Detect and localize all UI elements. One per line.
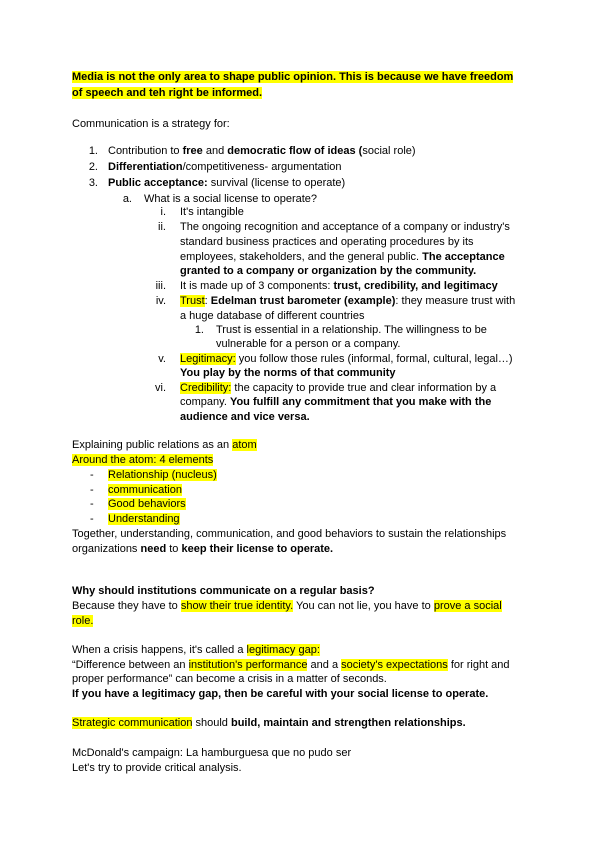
list-item-2: Differentiation/competitiveness- argumentation [108, 161, 342, 173]
intro-line-1: Media is not the only area to shape public opinion. This is because we have freedom [72, 71, 514, 83]
list-number: 3. [88, 177, 98, 189]
communication-heading: Communication is a strategy for: [72, 118, 230, 130]
intro-line-2: of speech and teh right be informed. [72, 87, 263, 99]
list-item-1: Contribution to free and democratic flow of ideas (social role) [108, 145, 416, 157]
atom-elements-heading: Around the atom: 4 elements [72, 454, 214, 466]
list-item-a: What is a social license to operate? [144, 193, 318, 205]
bullet-dash: - [90, 484, 94, 496]
atom-item-1: Relationship (nucleus) [108, 469, 217, 481]
roman-item-6-line-3: audience and vice versa. [180, 411, 310, 423]
list-item-3: Public acceptance: survival (license to operate) [108, 177, 346, 189]
crisis-line-4: If you have a legitimacy gap, then be careful with your social license to operate. [72, 688, 489, 700]
why-line-2: role. [72, 615, 94, 627]
crisis-line-1: When a crisis happens, it's called a legitimacy gap: [72, 644, 320, 656]
roman-item-2-line-3: employees, stakeholders, and the general public. The acceptance [180, 251, 505, 263]
roman-number: i. [160, 206, 166, 218]
roman-item-5: Legitimacy: you follow those rules (informal, formal, cultural, legal…) [180, 353, 513, 365]
roman-number: ii. [158, 221, 166, 233]
atom-item-3: Good behaviors [108, 498, 186, 510]
list-letter: a. [122, 193, 132, 205]
roman-number: iv. [155, 295, 166, 307]
atom-item-2: communication [108, 484, 182, 496]
crisis-line-3: proper performance” can become a crisis in a matter of seconds. [72, 673, 387, 685]
sub-number: 1. [194, 324, 204, 336]
crisis-line-2: “Difference between an institution's performance and a society's expectations for right and [72, 659, 510, 671]
sub-item-1-line-2: vulnerable for a person or a company. [216, 338, 401, 350]
analysis-line: Let's try to provide critical analysis. [72, 762, 242, 774]
mcdonalds-line: McDonald's campaign: La hamburguesa que no pudo ser [72, 747, 352, 759]
bullet-dash: - [90, 513, 94, 525]
roman-number: vi. [155, 382, 166, 394]
atom-item-4: Understanding [108, 513, 180, 525]
bullet-dash: - [90, 498, 94, 510]
roman-number: iii. [155, 280, 166, 292]
roman-item-1: It's intangible [180, 206, 244, 218]
list-number: 1. [88, 145, 98, 157]
roman-item-2-line-2: standard business practices and operating procedures by its [180, 236, 474, 248]
roman-item-3: It is made up of 3 components: trust, credibility, and legitimacy [180, 280, 498, 292]
roman-item-2-line-4: granted to a company or organization by the community. [180, 265, 477, 277]
atom-intro: Explaining public relations as an atom [72, 439, 257, 451]
roman-item-6: Credibility: the capacity to provide true and clear information by a [180, 382, 497, 394]
bullet-dash: - [90, 469, 94, 481]
roman-item-4-line-2: a huge database of different countries [180, 310, 365, 322]
atom-summary-line-2: organizations need to keep their license to operate. [72, 543, 334, 555]
roman-item-5-line-2: You play by the norms of that community [180, 367, 396, 379]
why-line-1: Because they have to show their true identity. You can not lie, you have to prove a social [72, 600, 502, 612]
sub-item-1-line-1: Trust is essential in a relationship. The willingness to be [216, 324, 487, 336]
why-heading: Why should institutions communicate on a regular basis? [72, 585, 375, 597]
roman-item-6-line-2: company. You fulfill any commitment that you make with the [180, 396, 492, 408]
atom-summary-line-1: Together, understanding, communication, and good behaviors to sustain the relationships [72, 528, 507, 540]
list-number: 2. [88, 161, 98, 173]
strategic-line: Strategic communication should build, maintain and strengthen relationships. [72, 717, 466, 729]
roman-item-2-line-1: The ongoing recognition and acceptance of a company or industry's [180, 221, 510, 233]
roman-item-4: Trust: Edelman trust barometer (example): they measure trust with [180, 295, 516, 307]
roman-number: v. [158, 353, 166, 365]
